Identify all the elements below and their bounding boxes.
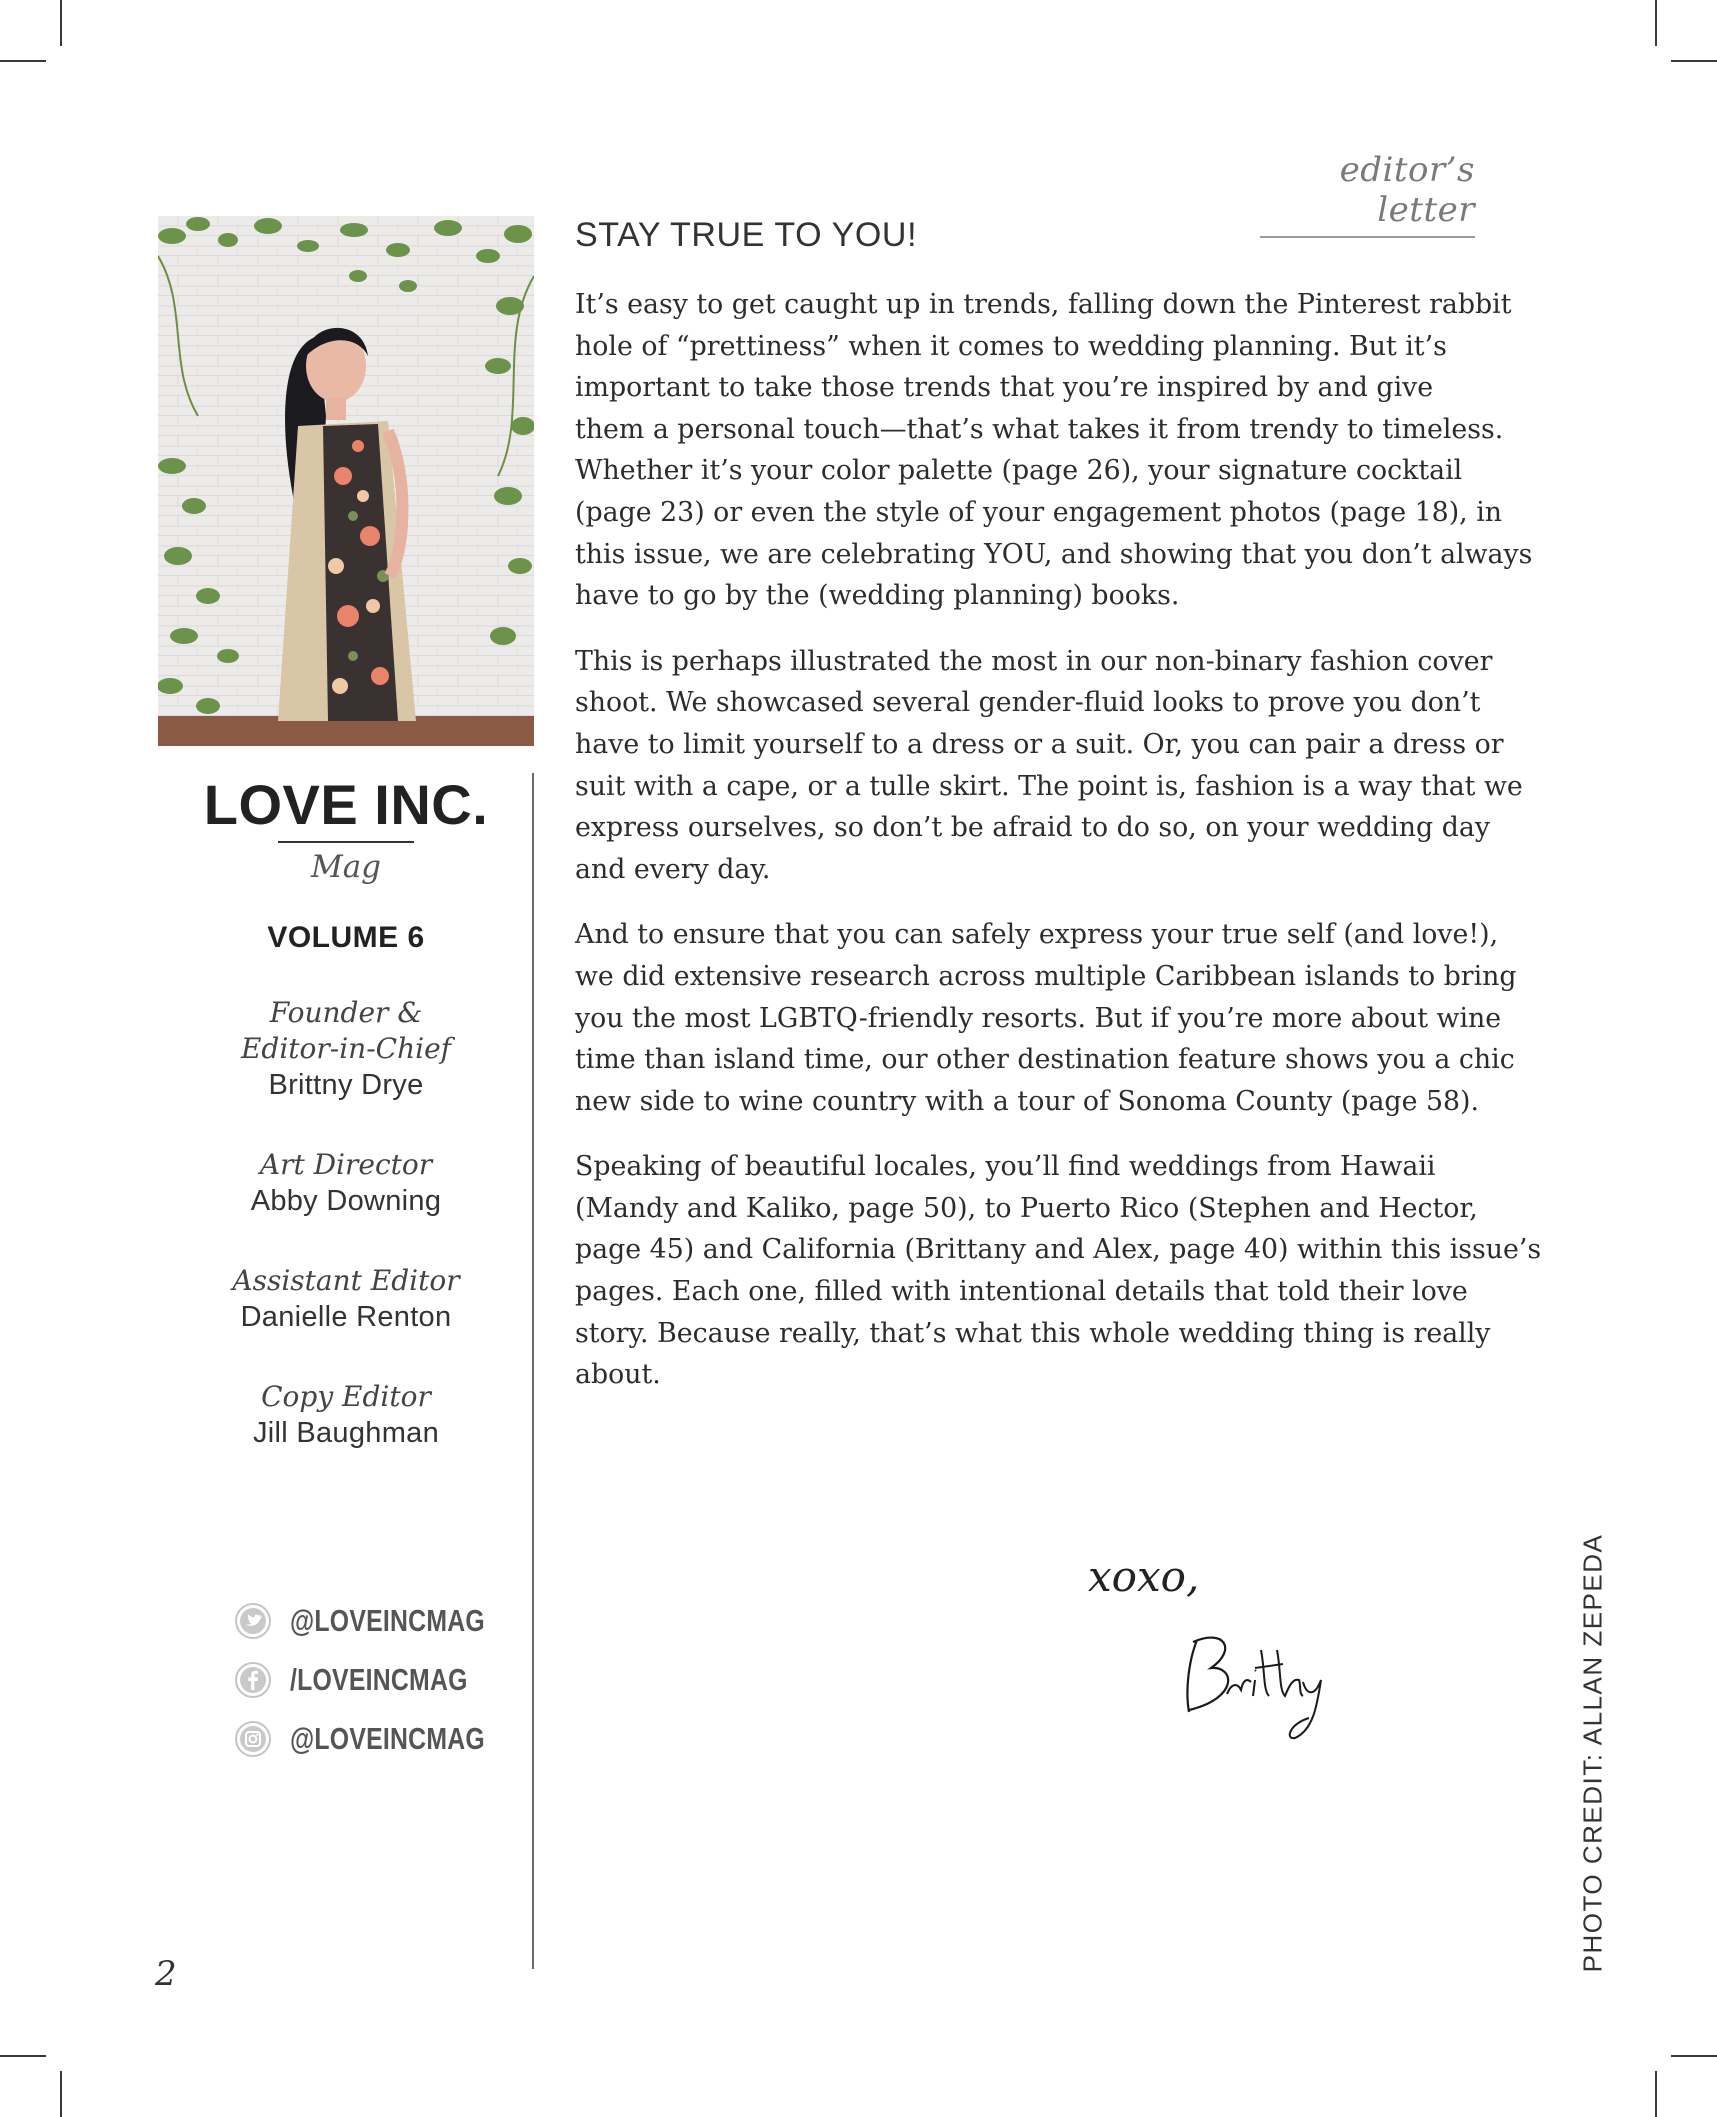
social-instagram[interactable] (234, 1717, 534, 1761)
letter-body (575, 284, 1542, 1420)
text-line: pages. Each one, filled with intentional details that told their love (575, 1276, 1468, 1308)
credit-art-director (158, 1147, 534, 1219)
social-facebook[interactable] (234, 1658, 534, 1702)
text-line: and every day. (575, 853, 771, 885)
photo-credit (1577, 1533, 1608, 1973)
text-line: have to go by the (wedding planning) books. (575, 580, 1180, 612)
crop-mark (1655, 2071, 1657, 2117)
letter-paragraph (575, 284, 1533, 617)
credit-name: Abby Downing (250, 1185, 442, 1217)
text-line: about. (575, 1359, 661, 1391)
credit-role: Copy Editor (261, 1380, 431, 1413)
text-line: express ourselves, so don’t be afraid to do so, on your wedding day (575, 812, 1490, 844)
text-line: important to take those trends that you’re inspired by and give (575, 372, 1434, 404)
crop-mark (60, 2071, 62, 2117)
crop-mark (1655, 0, 1657, 46)
text-line: time than island time, our other destination feature shows you a chic (575, 1044, 1515, 1076)
credit-assistant-editor (158, 1263, 534, 1335)
crop-mark (1671, 2055, 1717, 2057)
crop-mark (0, 2055, 46, 2057)
letter-headline: STAY TRUE TO YOU! (575, 216, 918, 254)
instagram-icon (234, 1720, 272, 1758)
social-handle: @LOVEINCMAG (290, 1603, 485, 1638)
text-line: This is perhaps illustrated the most in our non-binary fashion cover (575, 645, 1493, 677)
masthead (158, 770, 534, 1451)
volume-label: VOLUME 6 (267, 921, 425, 954)
page-number: 2 (155, 1954, 177, 1994)
text-line: Whether it’s your color palette (page 26), your signature cocktail (575, 455, 1463, 487)
credit-role: Founder & (269, 996, 423, 1029)
letter-signoff: xoxo, (1088, 1552, 1200, 1601)
crop-mark (60, 0, 62, 46)
brand-subtitle: Mag (310, 849, 382, 885)
crop-mark (0, 60, 46, 62)
credit-role: Art Director (259, 1148, 433, 1181)
text-line: we did extensive research across multiple Caribbean islands to bring (575, 960, 1517, 992)
credit-role: Editor-in-Chief (240, 1032, 452, 1065)
brand-title: LOVE INC. (203, 773, 489, 836)
credit-name: Brittny Drye (268, 1069, 424, 1101)
editor-signature (1175, 1620, 1355, 1755)
text-line: (Mandy and Kaliko, page 50), to Puerto Rico (Stephen and Hector, (575, 1192, 1478, 1224)
text-line: you the most LGBTQ-friendly resorts. But if you’re more about wine (575, 1002, 1502, 1034)
text-line: them a personal touch—that’s what takes it from trendy to timeless. (575, 413, 1504, 445)
facebook-icon (234, 1661, 272, 1699)
credit-name: Jill Baughman (252, 1417, 440, 1449)
text-line: hole of “prettiness” when it comes to wedding planning. But it’s (575, 330, 1447, 362)
text-line: suit with a cape, or a tulle skirt. The point is, fashion is a way that we (575, 770, 1523, 802)
twitter-icon (234, 1602, 272, 1640)
text-line: have to limit yourself to a dress or a suit. Or, you can pair a dress or (575, 728, 1504, 760)
letter-paragraph (575, 1146, 1542, 1396)
text-line: shoot. We showcased several gender-fluid looks to prove you don’t (575, 687, 1481, 719)
text-line: story. Because really, that’s what this whole wedding thing is really (575, 1317, 1491, 1349)
text-line: Speaking of beautiful locales, you’ll find weddings from Hawaii (575, 1151, 1436, 1183)
section-label: editor’s letter (1260, 150, 1475, 238)
editor-photo (158, 216, 534, 746)
text-line: It’s easy to get caught up in trends, falling down the Pinterest rabbit (575, 289, 1512, 320)
text-line: And to ensure that you can safely express your true self (and love!), (575, 919, 1499, 951)
column-divider (532, 773, 534, 1969)
editor-portrait-illustration (158, 216, 534, 746)
social-handle: @LOVEINCMAG (290, 1721, 485, 1756)
signature-illustration (1175, 1620, 1355, 1750)
text-line: new side to wine country with a tour of Sonoma County (page 58). (575, 1085, 1480, 1117)
social-twitter[interactable] (234, 1599, 534, 1643)
text-line: this issue, we are celebrating YOU, and showing that you don’t always (575, 538, 1533, 570)
letter-paragraph (575, 914, 1517, 1122)
credit-founder (158, 995, 534, 1103)
credit-copy-editor (158, 1379, 534, 1451)
credit-role: Assistant Editor (232, 1264, 460, 1297)
text-line: page 45) and California (Brittany and Alex, page 40) within this issue’s (575, 1234, 1542, 1266)
photo-credit-text: PHOTO CREDIT: ALLAN ZEPEDA (1577, 1533, 1608, 1973)
social-handle: /LOVEINCMAG (290, 1662, 468, 1697)
text-line: (page 23) or even the style of your engagement photos (page 18), in (575, 496, 1503, 528)
credit-name: Danielle Renton (240, 1301, 452, 1333)
crop-mark (1671, 60, 1717, 62)
brand-divider (278, 841, 414, 843)
letter-paragraph (575, 641, 1523, 891)
